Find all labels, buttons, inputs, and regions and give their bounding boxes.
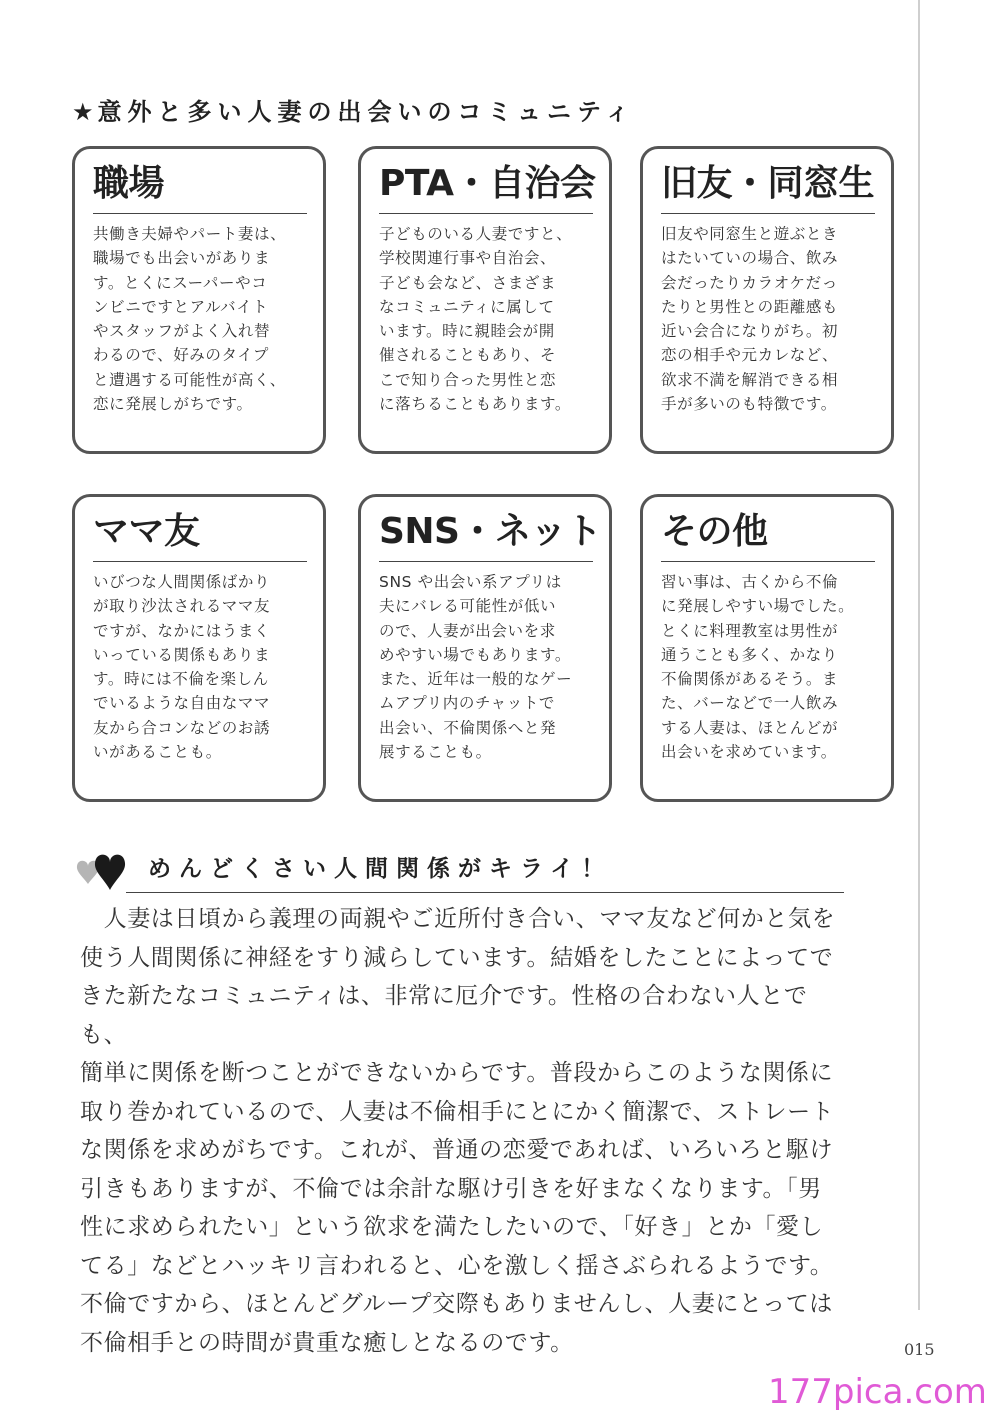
card-old-friends xyxy=(640,146,894,454)
card-body: 共働き夫婦やパート妻は、 職場でも出会いがありま す。とくにスーパーやコ ンビニですとアルバイト やスタッフがよく入れ替 わるので、好みのタイプ と遭遇する可能性が高く、 恋に発展しがちです。 xyxy=(93,225,287,414)
section-title xyxy=(72,92,635,127)
section-title-text: 意外と多い人妻の出会いのコミュニティ xyxy=(97,98,636,126)
page-edge-line xyxy=(918,0,920,1310)
card-title: その他 xyxy=(661,509,875,562)
card-mama-friends xyxy=(72,494,326,802)
column-heading xyxy=(74,842,844,894)
column-body-text: 人妻は日頃から義理の両親やご近所付き合い、ママ友など何かと気を 使う人間関係に神経をすり減らしています。結婚をしたことによってで きた新たなコミュニティは、非常に厄介です。性格の合わない人とでも、 簡単に関係を断つことができないからです。普段からこのような関係に 取り巻かれているので、人妻は不倫相手にとにかく簡潔で、ストレート な関係を求めがちです。これが、普通の恋愛であれば、いろいろと駆け 引きもありますが、不倫では余計な駆け引きを好まなくなります。「男 性に求められたい」という欲求を満たしたいので、「好き」とか「愛し てる」などとハッキリ言われると、心を激しく揺さぶられるようです。 不倫ですから、ほとんどグループ交際もありませんし、人妻にとっては 不倫相手との時間が貴重な癒しとなるのです。 xyxy=(80,906,836,1356)
hearts-icon xyxy=(74,848,134,894)
watermark-text: 177pica.com xyxy=(768,1372,987,1412)
star-icon: ★ xyxy=(72,98,96,126)
card-title: 旧友・同窓生 xyxy=(661,161,875,214)
column-divider xyxy=(126,892,844,893)
column-title: めんどくさい人間関係がキライ！ xyxy=(148,856,613,882)
card-body: 旧友や同窓生と遊ぶとき はたいていの場合、飲み 会だったりカラオケだっ たりと男性との距離感も 近い会合になりがち。初 恋の相手や元カレなど、 欲求不満を解消できる相 手が多いのも特徴です。 xyxy=(661,225,839,414)
card-other xyxy=(640,494,894,802)
card-pta xyxy=(358,146,612,454)
card-body: いびつな人間関係ばかり が取り沙汰されるママ友 ですが、なかにはうまく いっている関係もありま す。時には不倫を楽しん でいるような自由なママ 友から合コンなどのお誘 いがあることも。 xyxy=(93,573,271,762)
card-body: SNS や出会い系アプリは 夫にバレる可能性が低い ので、人妻が出会いを求 めやすい場でもあります。 また、近年は一般的なゲー ムアプリ内のチャットで 出会い、不倫関係へと発 展することも。 xyxy=(379,573,573,762)
card-sns xyxy=(358,494,612,802)
card-body: 子どものいる人妻ですと、 学校関連行事や自治会、 子ども会など、さまざま なコミュニティに属して います。時に親睦会が開 催されることもあり、そ こで知り合った男性と恋 に落ちることもあります。 xyxy=(379,225,573,414)
card-body: 習い事は、古くから不倫 に発展しやすい場でした。 とくに料理教室は男性が 通うことも多く、かなり 不倫関係があるそう。ま た、バーなどで一人飲み する人妻は、ほとんどが 出会いを求めています。 xyxy=(661,573,855,762)
card-title: 職場 xyxy=(93,161,307,214)
card-title: SNS・ネット xyxy=(379,509,593,562)
page-number: 015 xyxy=(904,1340,935,1359)
card-workplace xyxy=(72,146,326,454)
card-title: PTA・自治会 xyxy=(379,161,593,214)
card-title: ママ友 xyxy=(93,509,307,562)
